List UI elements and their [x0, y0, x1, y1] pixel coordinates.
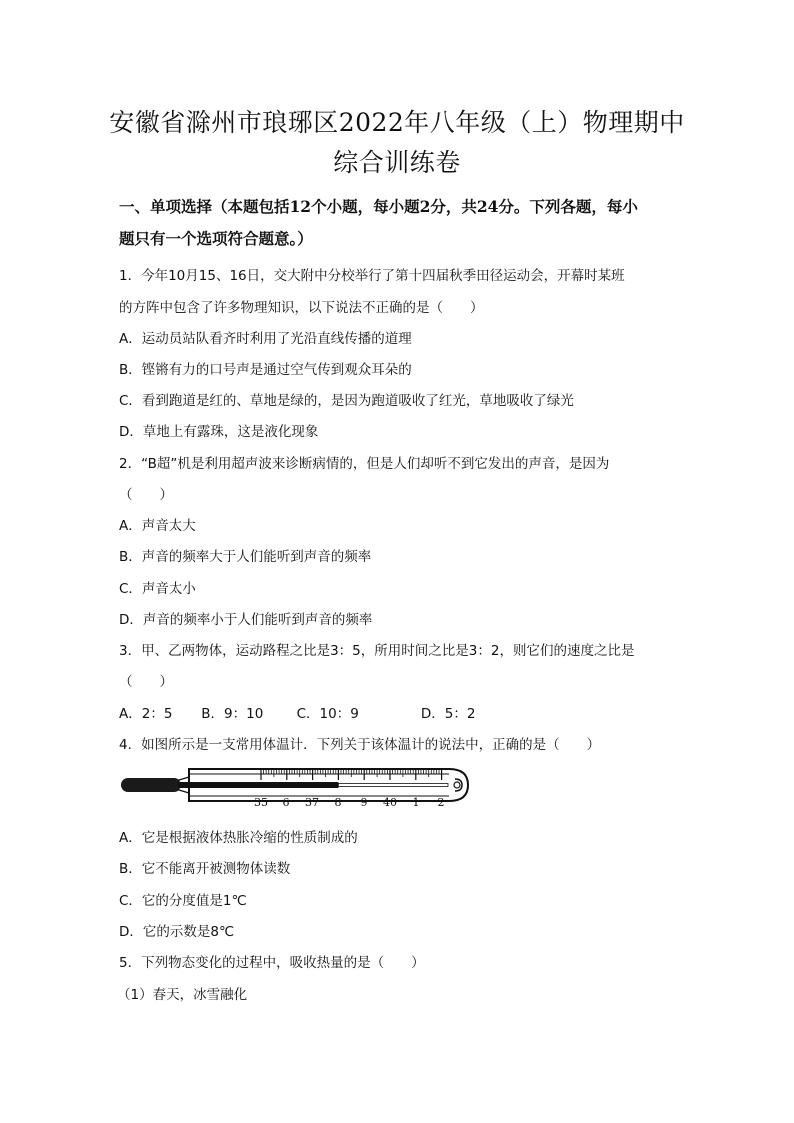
scale-label-41: 1 — [412, 796, 420, 809]
thermometer-figure — [119, 763, 471, 809]
scale-label-36: 6 — [282, 796, 290, 809]
scale-label-40: 40 — [383, 796, 397, 809]
question-4-stem: 4．如图所示是一支常用体温计．下列关于该体温计的说法中，正确的是（ ） — [119, 737, 601, 753]
question-3-option-d: D．5：2 — [420, 706, 476, 722]
question-4-option-a: A．它是根据液体热胀冷缩的性质制成的 — [119, 830, 358, 846]
question-1-option-a: A．运动员站队看齐时利用了光沿直线传播的道理 — [119, 331, 412, 347]
scale-label-35: 35 — [254, 796, 268, 809]
question-2-option-b: B．声音的频率大于人们能听到声音的频率 — [119, 549, 372, 565]
scale-label-38: 8 — [334, 796, 342, 809]
question-1-stem-line-1: 1．今年10月15、16日，交大附中分校举行了第十四届秋季田径运动会，开幕时某班 — [119, 268, 625, 284]
scale-label-37: 37 — [305, 796, 319, 809]
capillary-empty — [338, 784, 448, 787]
thermometer-bulb — [121, 778, 181, 792]
question-4-option-b: B．它不能离开被测物体读数 — [119, 861, 291, 877]
question-3-stem-line-2: （ ） — [119, 674, 173, 690]
question-4-option-d: D．它的示数是8℃ — [119, 924, 235, 940]
question-4-option-c: C．它的分度值是1℃ — [119, 893, 247, 909]
question-2-stem-line-1: 2．“B超”机是利用超声波来诊断病情的，但是人们却听不到它发出的声音，是因为 — [119, 456, 610, 472]
question-1-option-b: B．铿锵有力的口号声是通过空气传到观众耳朵的 — [119, 362, 412, 378]
question-3-option-a: A．2：5 — [119, 706, 173, 722]
question-2-option-c: C．声音太小 — [119, 581, 196, 597]
section-heading-line-1: 一、单项选择（本题包括12个小题，每小题2分，共24分。下列各题，每小 — [119, 197, 638, 216]
page-title-line-1: 安徽省滁州市琅琊区2022年八年级（上）物理期中 — [109, 108, 685, 137]
question-1-stem-line-2: 的方阵中包含了许多物理知识，以下说法不正确的是（ ） — [119, 300, 484, 316]
question-3-stem-line-1: 3．甲、乙两物体，运动路程之比是3：5，所用时间之比是3：2，则它们的速度之比是 — [119, 643, 635, 659]
question-5-item-1: （1）春天，冰雪融化 — [117, 987, 248, 1003]
question-3-options — [119, 702, 475, 722]
question-1-option-d: D．草地上有露珠，这是液化现象 — [119, 424, 319, 440]
page-title-line-2: 综合训练卷 — [333, 148, 461, 177]
question-2-stem-line-2: （ ） — [119, 487, 173, 503]
question-3-option-c: C．10：9 — [296, 706, 359, 722]
question-5-stem: 5．下列物态变化的过程中，吸收热量的是（ ） — [119, 955, 425, 971]
question-1-option-c: C．看到跑道是红的、草地是绿的，是因为跑道吸收了红光，草地吸收了绿光 — [119, 393, 574, 409]
question-2-option-d: D．声音的频率小于人们能听到声音的频率 — [119, 612, 373, 628]
section-heading-line-2: 题只有一个选项符合题意。） — [119, 229, 313, 248]
scale-label-39: 9 — [360, 796, 368, 809]
scale-label-42: 2 — [437, 796, 445, 809]
mercury-column — [179, 782, 338, 788]
question-2-option-a: A．声音太大 — [119, 518, 196, 534]
question-3-option-b: B．9：10 — [201, 706, 264, 722]
